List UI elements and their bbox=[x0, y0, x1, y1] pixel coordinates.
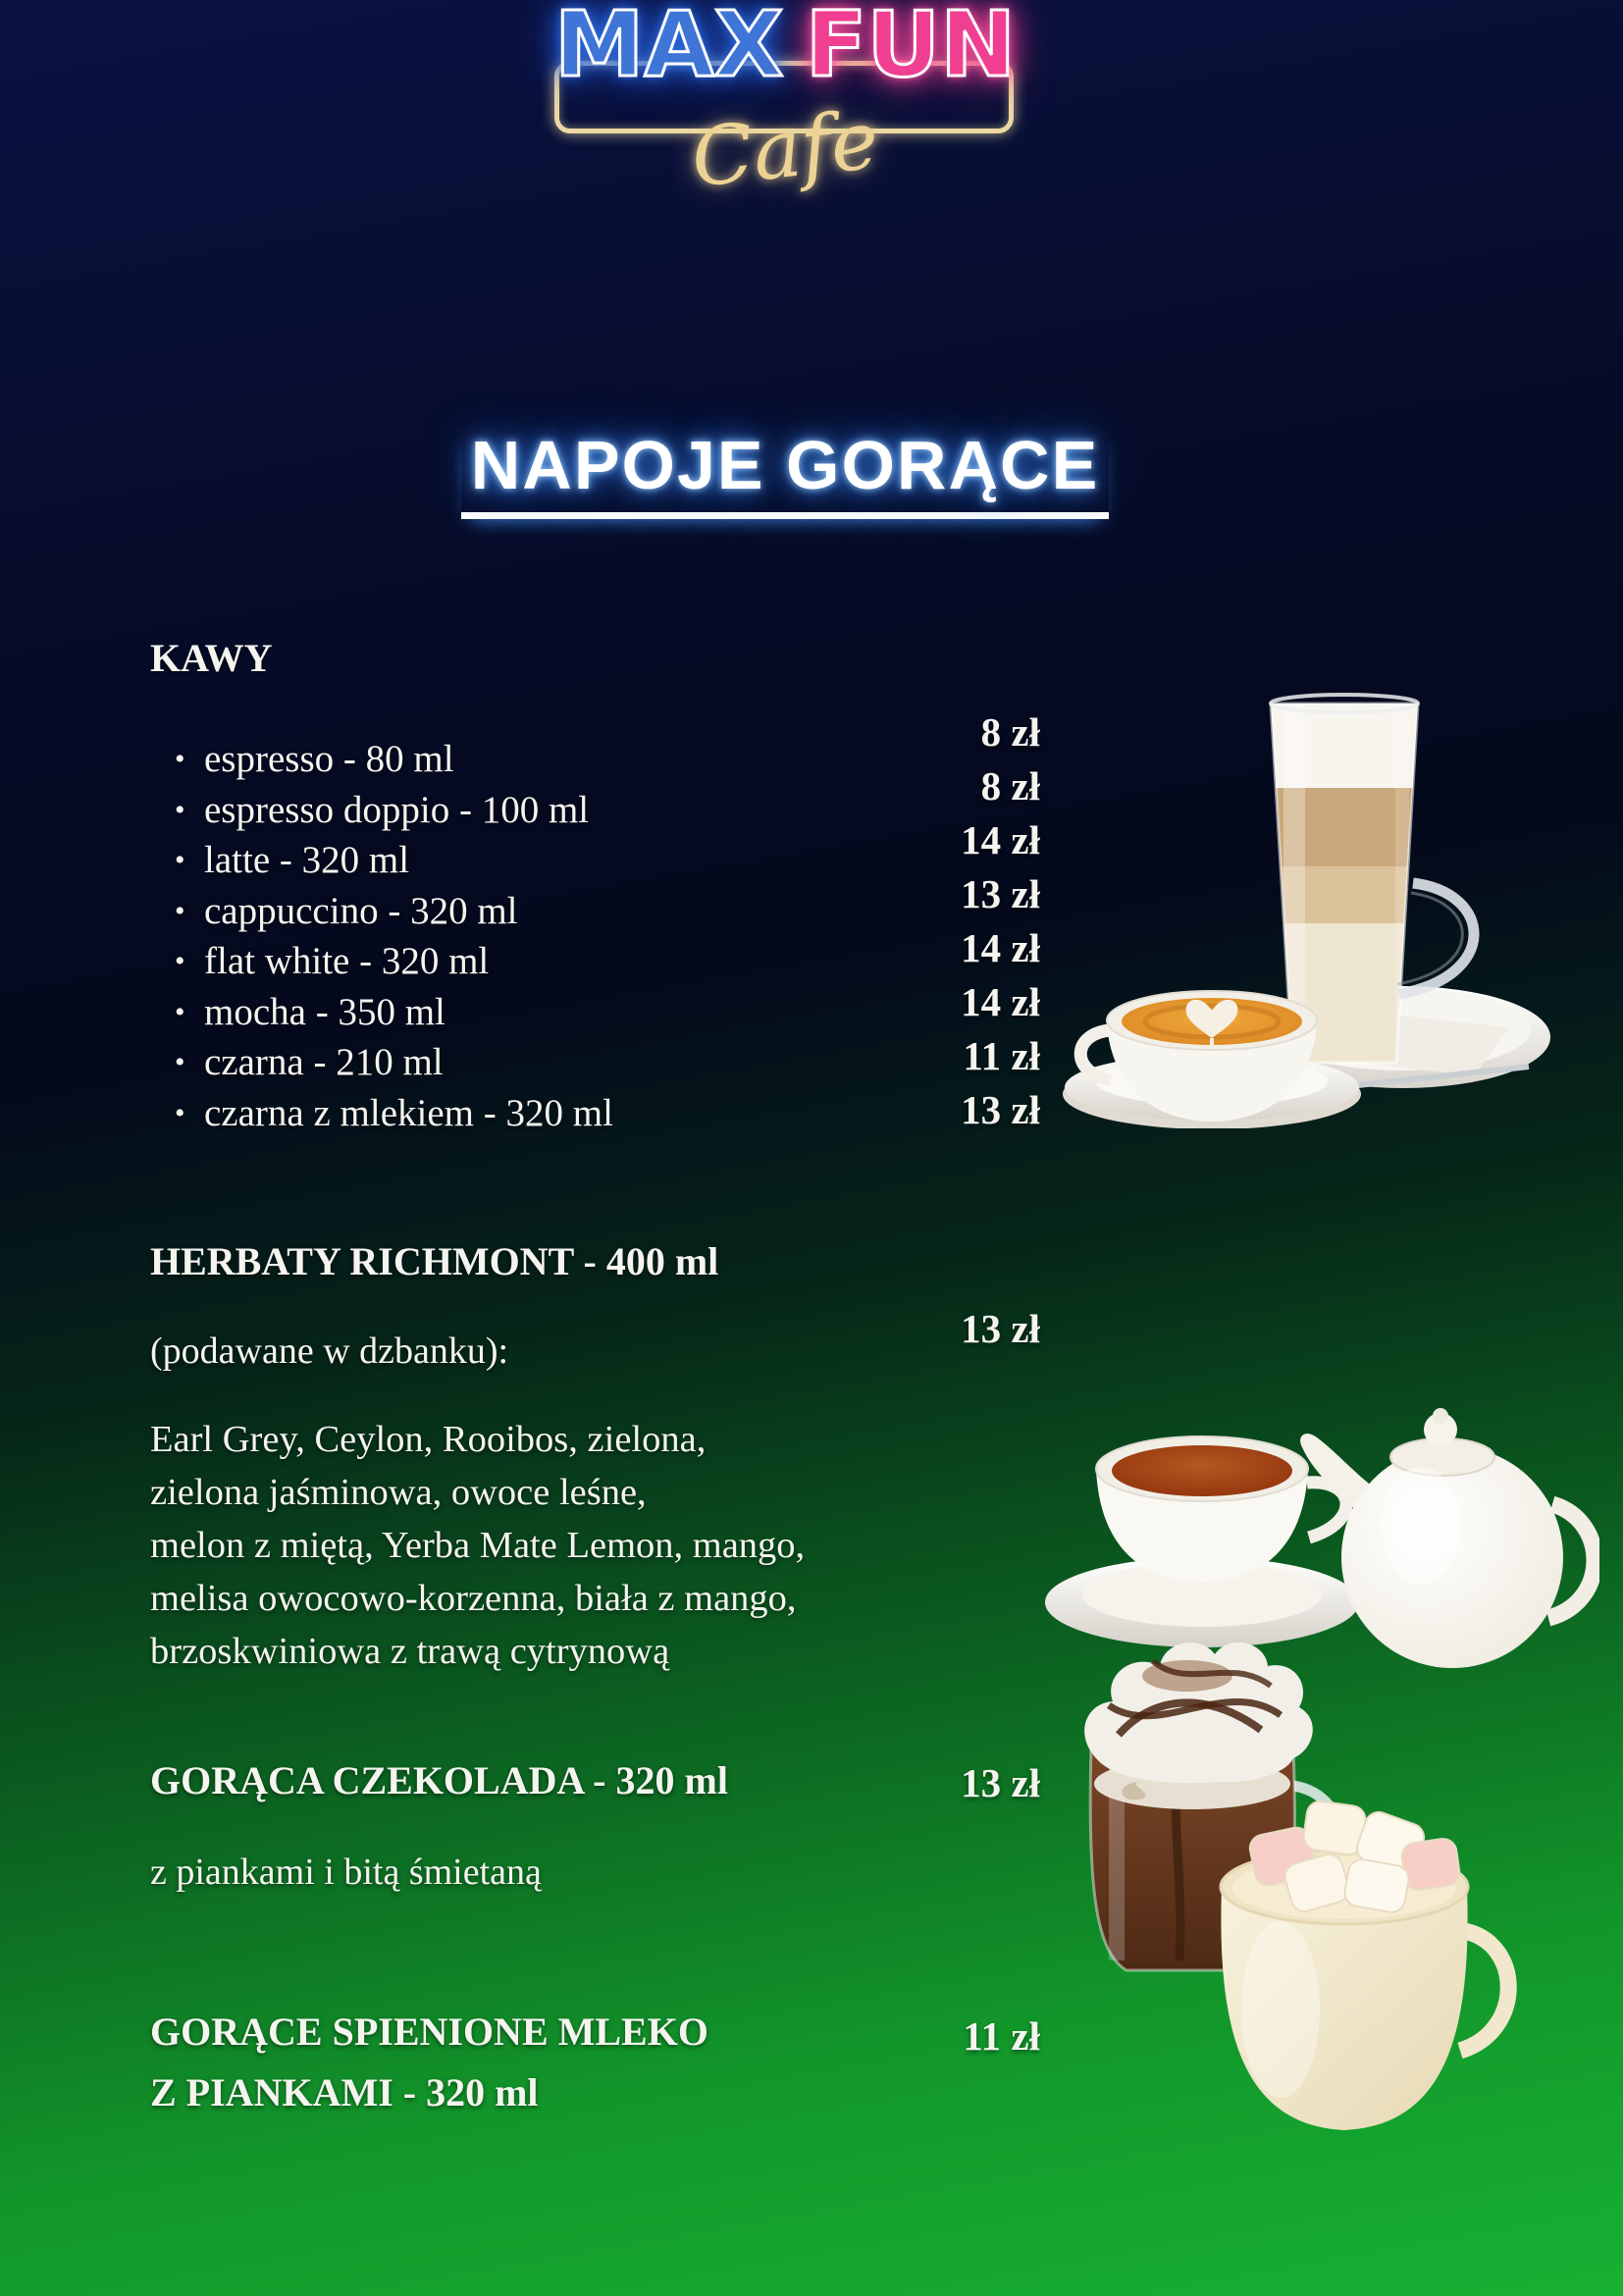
price-value: 13 zł bbox=[961, 871, 1040, 916]
hot-chocolate-photo bbox=[1060, 1637, 1531, 2157]
kawy-item-list bbox=[175, 734, 613, 1138]
coffee-photo bbox=[1050, 682, 1550, 1128]
logo-word-max: MAX bbox=[553, 0, 784, 97]
price-value: 14 zł bbox=[961, 979, 1040, 1024]
section-heading-herbaty: HERBATY RICHMONT - 400 ml bbox=[150, 1239, 719, 1283]
mleko-price: 11 zł bbox=[963, 2013, 1040, 2059]
variety-line: melon z miętą, Yerba Mate Lemon, mango, bbox=[150, 1525, 806, 1566]
mleko-heading-line1: GORĄCE SPIENIONE MLEKO bbox=[150, 2009, 708, 2054]
price-value: 13 zł bbox=[961, 1087, 1040, 1132]
variety-line: Earl Grey, Ceylon, Rooibos, zielona, bbox=[150, 1419, 707, 1460]
section-heading-mleko bbox=[150, 2002, 708, 2123]
variety-line: melisa owocowo-korzenna, biała z mango, bbox=[150, 1578, 797, 1619]
price-value: 8 zł bbox=[980, 763, 1040, 809]
list-item: • mocha - 350 ml bbox=[175, 987, 613, 1038]
variety-line: zielona jaśminowa, owoce leśne, bbox=[150, 1472, 647, 1513]
list-item: • latte - 320 ml bbox=[175, 835, 613, 886]
herbaty-price: 13 zł bbox=[961, 1306, 1040, 1351]
list-item: • espresso - 80 ml bbox=[175, 734, 613, 785]
price-value: 14 zł bbox=[961, 925, 1040, 970]
czekolada-price: 13 zł bbox=[961, 1760, 1040, 1805]
list-item: • czarna z mlekiem - 320 ml bbox=[175, 1088, 613, 1139]
list-item: • espresso doppio - 100 ml bbox=[175, 785, 613, 836]
mleko-heading-line2: Z PIANKAMI - 320 ml bbox=[150, 2070, 539, 2114]
price-value: 11 zł bbox=[963, 1033, 1040, 1078]
logo-script-cafe: Cafe bbox=[687, 93, 883, 206]
variety-line: brzoskwiniowa z trawą cytrynową bbox=[150, 1631, 670, 1672]
page-title: NAPOJE GORĄCE bbox=[461, 430, 1110, 519]
price-value: 14 zł bbox=[961, 817, 1040, 862]
herbaty-varieties bbox=[150, 1413, 805, 1678]
herbaty-subheading: (podawane w dzbanku): bbox=[150, 1331, 509, 1372]
kawy-price-list bbox=[844, 705, 1040, 1137]
cafe-logo bbox=[0, 0, 1570, 226]
section-heading-czekolada: GORĄCA CZEKOLADA - 320 ml bbox=[150, 1758, 728, 1802]
list-item: • cappuccino - 320 ml bbox=[175, 886, 613, 937]
price-value: 8 zł bbox=[980, 709, 1040, 755]
list-item: • czarna - 210 ml bbox=[175, 1037, 613, 1088]
list-item: • flat white - 320 ml bbox=[175, 936, 613, 987]
czekolada-subheading: z piankami i bitą śmietaną bbox=[150, 1852, 542, 1893]
logo-word-fun: FUN bbox=[805, 0, 1017, 97]
section-heading-kawy: KAWY bbox=[150, 636, 273, 680]
